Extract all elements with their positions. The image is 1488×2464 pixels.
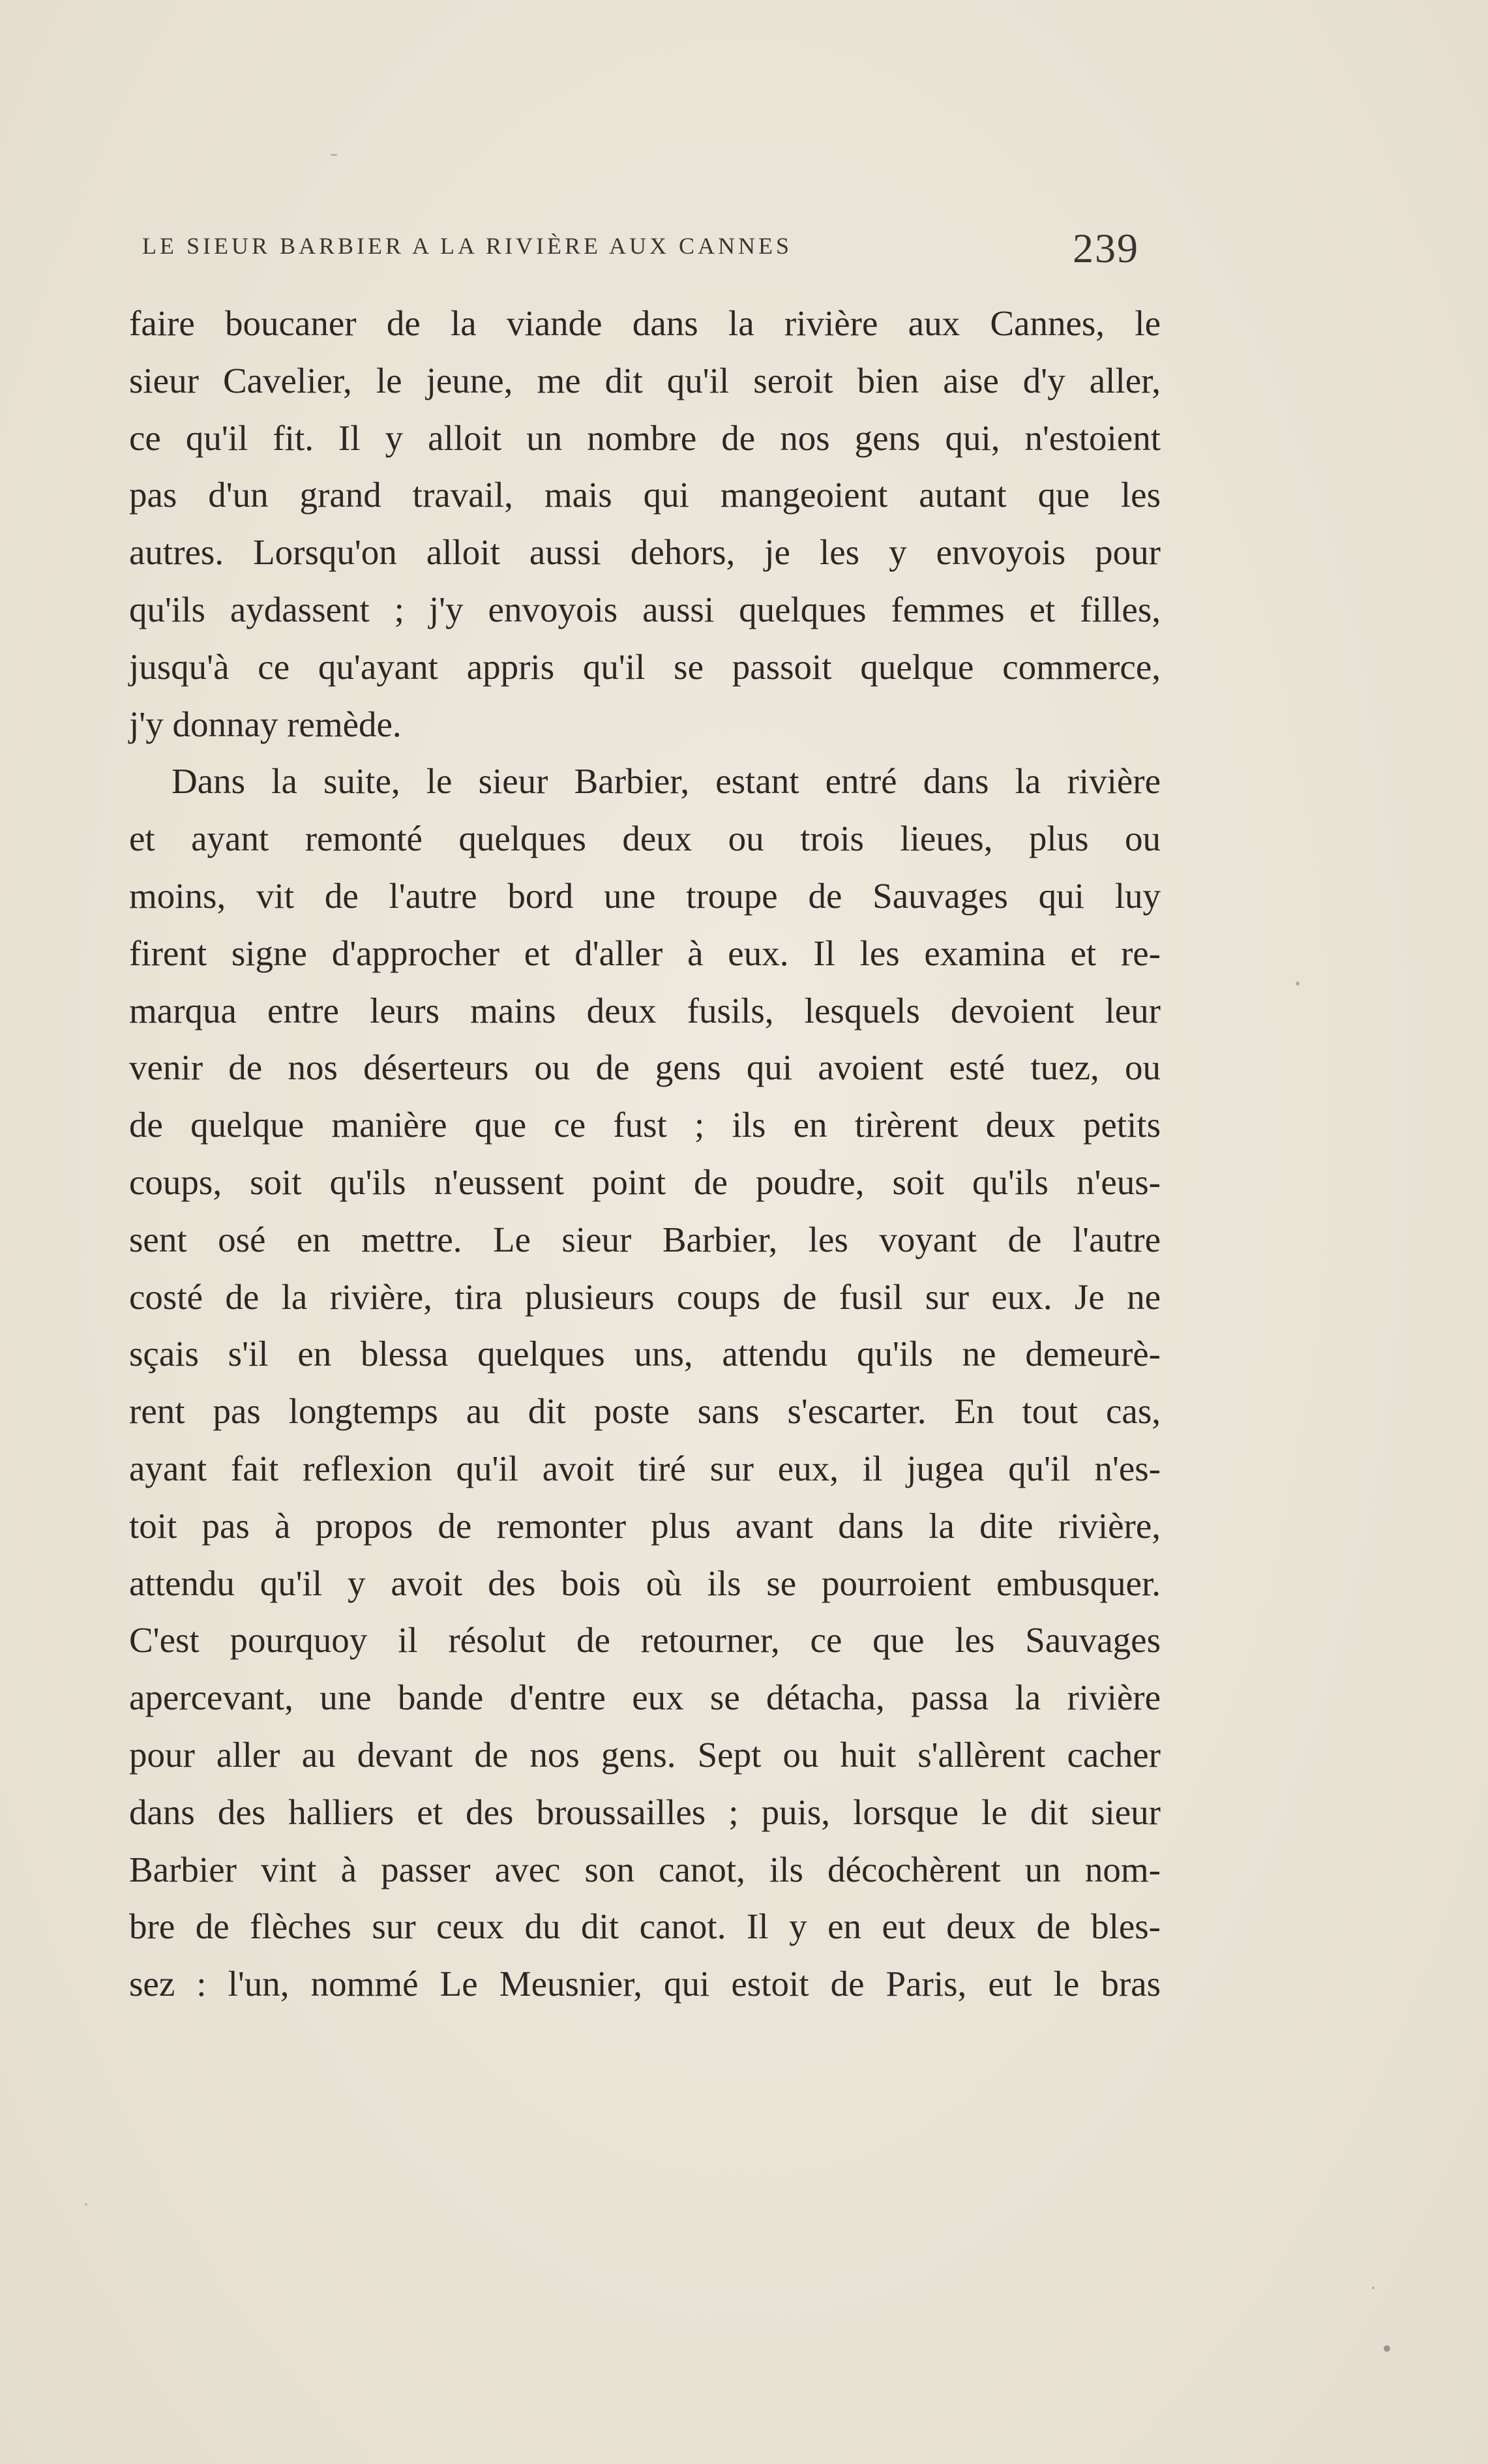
- text-line: C'est pourquoy il résolut de retourner, ce que les Sauvages: [129, 1620, 1161, 1660]
- text-line: dans des halliers et des broussailles ; puis, lorsque le dit sieur: [129, 1792, 1161, 1832]
- text-line: toit pas à propos de remonter plus avant dans la dite rivière,: [129, 1505, 1161, 1546]
- text-line: ayant fait reflexion qu'il avoit tiré sur eux, il jugea qu'il n'es-: [129, 1448, 1161, 1488]
- text-line: sent osé en mettre. Le sieur Barbier, les voyant de l'autre: [129, 1219, 1161, 1259]
- text-line: faire boucaner de la viande dans la rivière aux Cannes, le: [129, 303, 1161, 343]
- paper-speck: [1296, 982, 1300, 985]
- text-line: pas d'un grand travail, mais qui mangeoient autant que les: [129, 475, 1161, 515]
- running-title: LE SIEUR BARBIER A LA RIVIÈRE AUX CANNES: [142, 233, 793, 259]
- text-line: et ayant remonté quelques deux ou trois lieues, plus ou: [129, 819, 1161, 859]
- text-line: Dans la suite, le sieur Barbier, estant entré dans la rivière: [171, 761, 1161, 802]
- text-line: sez : l'un, nommé Le Meusnier, qui estoit de Paris, eut le bras: [129, 1964, 1161, 2004]
- text-line: firent signe d'approcher et d'aller à eux. Il les examina et re-: [129, 933, 1161, 973]
- text-line: Barbier vint à passer avec son canot, ils décochèrent un nom-: [129, 1849, 1161, 1889]
- body-text: [129, 295, 1161, 2013]
- text-line: costé de la rivière, tira plusieurs coups de fusil sur eux. Je ne: [129, 1276, 1161, 1317]
- paper-speck: [85, 2203, 87, 2206]
- text-line: jusqu'à ce qu'ayant appris qu'il se passoit quelque commerce,: [129, 646, 1161, 687]
- text-line: bre de flèches sur ceux du dit canot. Il y en eut deux de bles-: [129, 1906, 1161, 1947]
- text-line: attendu qu'il y avoit des bois où ils se pourroient embusquer.: [129, 1563, 1161, 1603]
- text-line: rent pas longtemps au dit poste sans s'escarter. En tout cas,: [129, 1391, 1161, 1432]
- text-line: venir de nos déserteurs ou de gens qui avoient esté tuez, ou: [129, 1047, 1161, 1088]
- text-line: coups, soit qu'ils n'eussent point de poudre, soit qu'ils n'eus-: [129, 1162, 1161, 1202]
- text-line: de quelque manière que ce fust ; ils en tirèrent deux petits: [129, 1105, 1161, 1145]
- paper-speck: [331, 154, 337, 156]
- text-line: ce qu'il fit. Il y alloit un nombre de nos gens qui, n'estoient: [129, 417, 1161, 458]
- text-line: sieur Cavelier, le jeune, me dit qu'il seroit bien aise d'y aller,: [129, 360, 1161, 400]
- text-line: marqua entre leurs mains deux fusils, lesquels devoient leur: [129, 990, 1161, 1030]
- paper-speck: [1372, 2287, 1375, 2289]
- text-line: pour aller au devant de nos gens. Sept ou huit s'allèrent cacher: [129, 1734, 1161, 1775]
- paper-speck: [1384, 2345, 1390, 2352]
- text-line: moins, vit de l'autre bord une troupe de Sauvages qui luy: [129, 875, 1161, 916]
- text-line: apercevant, une bande d'entre eux se détacha, passa la rivière: [129, 1677, 1161, 1718]
- text-line: autres. Lorsqu'on alloit aussi dehors, je les y envoyois pour: [129, 532, 1161, 573]
- text-line: qu'ils aydassent ; j'y envoyois aussi quelques femmes et filles,: [129, 589, 1161, 629]
- page-number: 239: [1073, 225, 1139, 271]
- text-line: j'y donnay remède.: [129, 704, 402, 744]
- text-line: sçais s'il en blessa quelques uns, attendu qu'ils ne demeurè-: [129, 1334, 1161, 1374]
